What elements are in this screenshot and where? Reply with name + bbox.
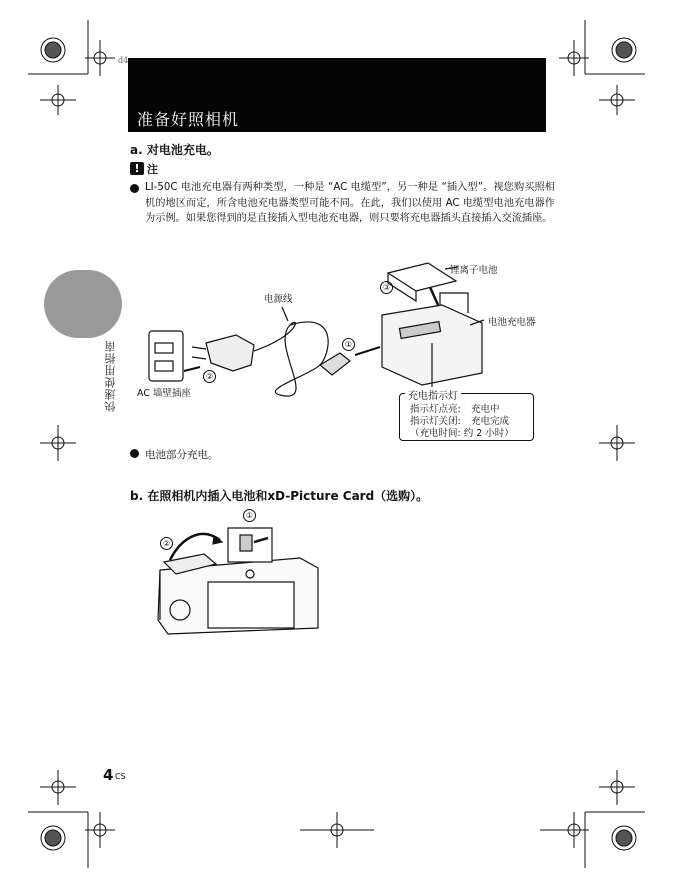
bullet-icon — [130, 449, 139, 458]
indicator-on-value: 充电中 — [471, 404, 500, 415]
note-text: LI-50C 电池充电器有两种类型，一种是 “AC 电缆型”，另一种是 “插入型”。视您购买照相机的地区而定，所含电池充电器类型可能不同。在此，我们以使用 AC 电缆型电池充电器作为示例。如果您得到的是直接插入型电池充电器，则只要将充电器插头直接插入交流插座。 — [145, 182, 555, 224]
step-b-number-2: ② — [160, 537, 173, 550]
charger-label: 电池充电器 — [488, 317, 536, 328]
indicator-off-key: 指示灯关闭: — [410, 416, 461, 427]
page-number: 4 — [103, 766, 114, 784]
partial-charge-note: 电池部分充电。 — [145, 449, 219, 461]
battery-label: 锂离子电池 — [450, 265, 498, 276]
indicator-title: 充电指示灯 — [405, 387, 461, 402]
power-cord-label: 电源线 — [264, 294, 293, 305]
side-tab-label: 快速使用指南 — [104, 340, 117, 412]
note-heading: 注 — [147, 163, 158, 176]
step-a-heading: a. 对电池充电。 — [130, 143, 219, 157]
language-code: CS — [115, 772, 126, 781]
indicator-off-value: 充电完成 — [471, 416, 510, 427]
page-title: 准备好照相机 — [137, 110, 240, 129]
side-tab — [44, 270, 122, 338]
step-number-1: ① — [342, 338, 355, 351]
indicator-on-key: 指示灯点亮: — [410, 404, 461, 415]
step-number-2: ② — [203, 370, 216, 383]
step-b-number-1: ① — [243, 509, 256, 522]
indicator-time: （充电时间: 约 2 小时） — [410, 428, 514, 439]
charger-diagram — [140, 255, 560, 415]
bullet-icon — [130, 184, 139, 193]
outlet-label: AC 墙壁插座 — [137, 388, 191, 399]
page-code: d4 — [118, 56, 129, 65]
step-number-3: ③ — [380, 281, 393, 294]
step-b-heading: b. 在照相机内插入电池和xD-Picture Card（选购）。 — [130, 489, 429, 503]
camera-diagram — [150, 510, 325, 635]
note-icon: ! — [130, 162, 144, 175]
